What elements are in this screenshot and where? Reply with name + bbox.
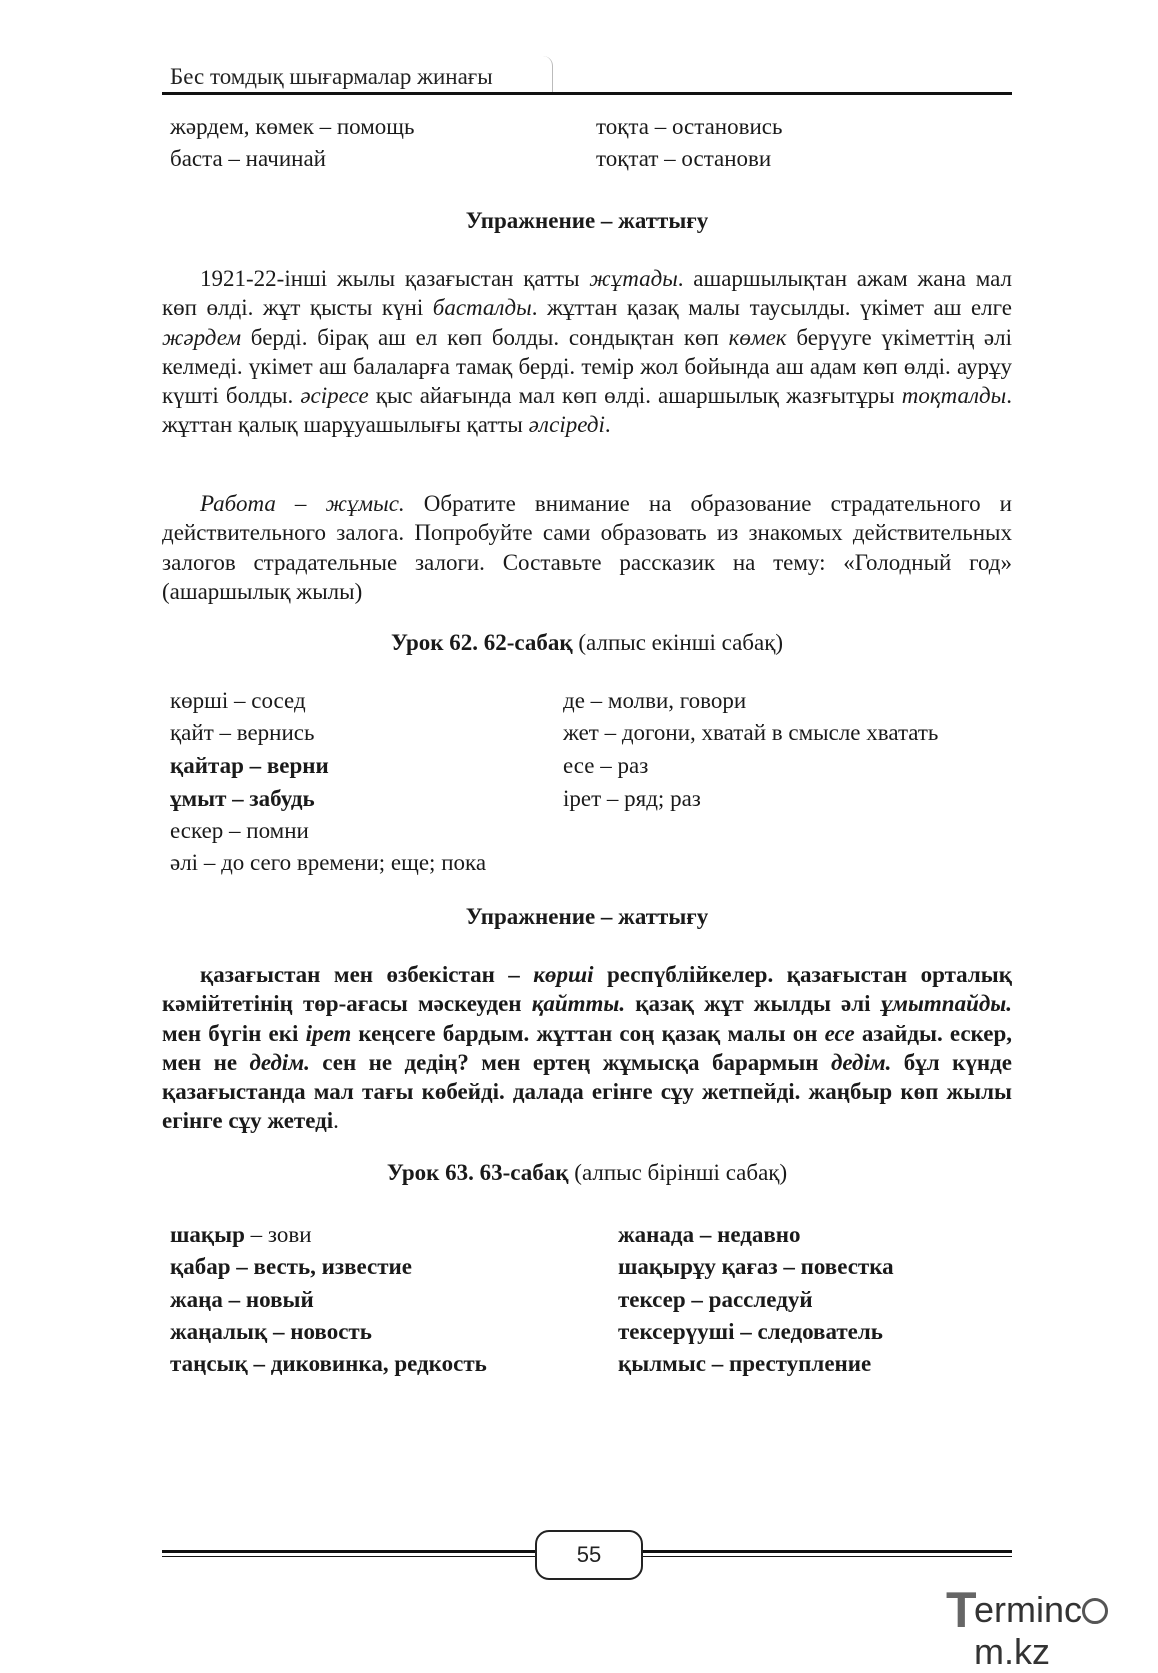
vocab-item: есе – раз [563, 753, 649, 778]
page-footer [162, 1530, 1012, 1580]
exercise-heading: Упражнение – жаттығу [465, 208, 709, 233]
vocab-item: тоқтат – останови [596, 146, 772, 171]
exercise-paragraph: қазағыстан мен өзбекістан – көрші респүблійкелер. қазағыстан орталық кәмійтетінің төр-ағасы мәскеуден қайтты. қазақ жұт жылды әлі ұмытпайды. мен бүгін екі ірет кеңсеге бардым. жұттан соң қазақ малы он есе азайды. ескер, мен не дедім. сен не дедің? мен ертең жұмысқа барармын дедім. бұл күнде қазағыстанда мал тағы көбейді. далада егінге сұу жетпейді. жаңбыр көп жылы егінге сұу жетеді. [162, 962, 1012, 1134]
vocab-item: ірет – ряд; раз [563, 786, 701, 811]
vocab-item: қылмыс – преступление [618, 1351, 872, 1376]
vocab-item: де – молви, говори [563, 688, 747, 713]
page-number: 55 [535, 1530, 643, 1580]
vocab-item: қайтар – верни [170, 753, 329, 778]
vocab-item: жәрдем, көмек – помощь [170, 114, 415, 139]
magnifier-icon [1082, 1598, 1108, 1624]
vocab-item: қайт – вернись [170, 720, 315, 745]
vocab-item: жаңа – новый [170, 1287, 314, 1312]
vocab-item: таңсық – диковинка, редкость [170, 1351, 487, 1376]
book-title: Бес томдық шығармалар жинағы [170, 64, 493, 89]
vocab-item: ұмыт – забудь [170, 786, 315, 811]
vocab-item: баста – начинай [170, 146, 326, 171]
header-rule [162, 92, 1012, 95]
vocab-item: көрші – сосед [170, 688, 306, 713]
work-label: Работа – жұмыс. [200, 491, 405, 516]
vocab-item: қабар – весть, известие [170, 1254, 412, 1279]
vocab-item: тоқта – остановись [596, 114, 783, 139]
vocab-item: ескер – помни [170, 818, 309, 843]
vocab-item: шақырұу қағаз – повестка [618, 1254, 894, 1279]
watermark-text: ermincm.kz [974, 1589, 1146, 1673]
watermark-initial: T [946, 1582, 977, 1638]
lesson-heading: Урок 62. 62-сабақ (алпыс екінші сабақ) [390, 630, 784, 655]
work-paragraph: Работа – жұмыс. Обратите внимание на образование страдательного и действительного залога. Попробуйте сами образовать из знакомых действительных залогов страдательные залоги. Составьте рассказик на тему: «Голодный год» (ашаршылық жылы) [162, 491, 1012, 604]
vocab-item: шақыр – зови [170, 1222, 312, 1247]
watermark-logo [946, 1582, 1146, 1672]
exercise-paragraph: 1921-22-інші жылы қазағыстан қатты жұтады. ашаршылықтан ажам жана мал көп өлді. жұт қысты күні басталды. жұттан қазақ малы таусылды. үкімет аш елге жәрдем берді. бірақ аш ел көп болды. сондықтан көп көмек берүуге үкіметтің әлі келмеді. үкімет аш балаларға тамақ берді. темір жол бойында аш адам көп өлді. аурұу күшті болды. әсіресе қыс айағында мал көп өлді. ашаршылық жазғытұры тоқталды. жұттан қалық шарұуашылығы қатты әлсіреді. [162, 266, 1013, 438]
vocab-item: жаңалық – новость [170, 1319, 372, 1344]
lesson-heading: Урок 63. 63-сабақ (алпыс бірінші сабақ) [386, 1160, 788, 1185]
vocab-item: әлі – до сего времени; еще; пока [170, 850, 487, 875]
vocab-item: тексерүуші – следователь [618, 1319, 883, 1344]
exercise-heading: Упражнение – жаттығу [465, 904, 709, 929]
vocab-item: жет – догони, хватай в смысле хватать [563, 720, 939, 745]
vocab-item: жанада – недавно [618, 1222, 801, 1247]
running-header [162, 56, 1012, 96]
vocab-item: тексер – расследуй [618, 1287, 813, 1312]
